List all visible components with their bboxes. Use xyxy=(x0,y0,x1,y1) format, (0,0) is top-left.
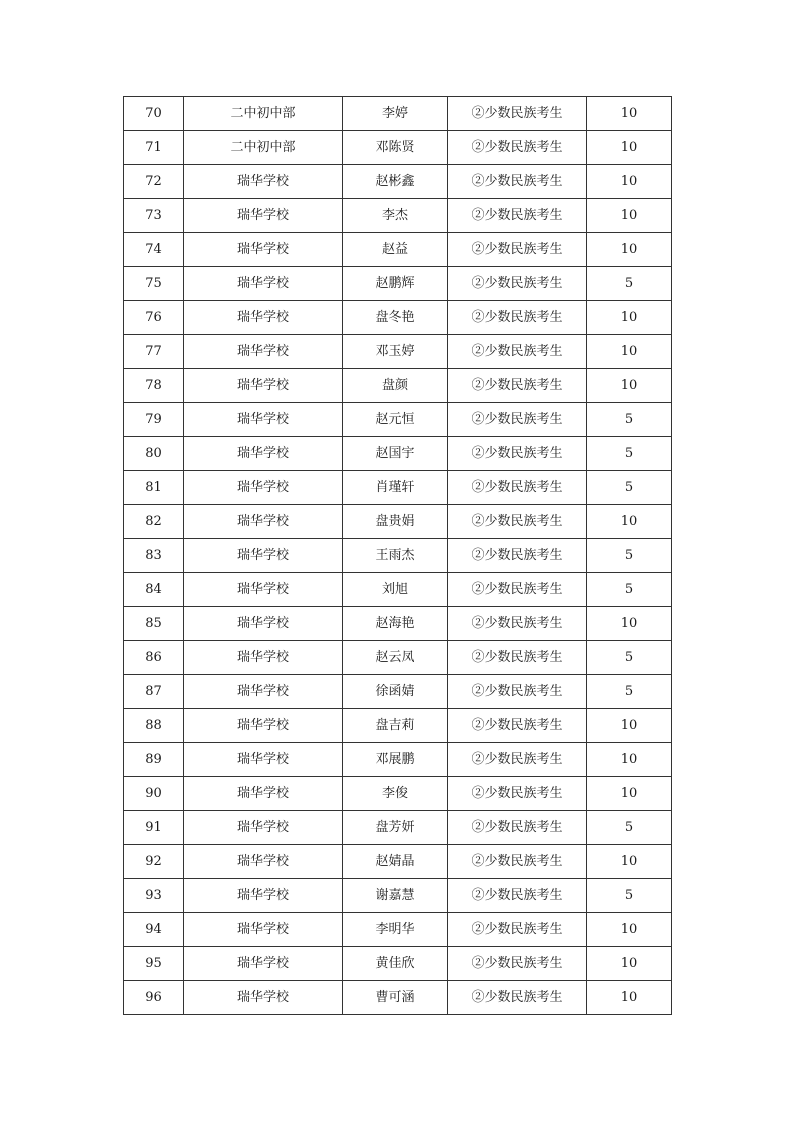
cell-name: 刘旭 xyxy=(343,573,448,607)
table-row xyxy=(124,403,672,437)
cell-name: 赵云凤 xyxy=(343,641,448,675)
cell-number: 90 xyxy=(124,777,184,811)
cell-school: 瑞华学校 xyxy=(184,301,343,335)
cell-score: 10 xyxy=(587,709,672,743)
cell-name: 赵海艳 xyxy=(343,607,448,641)
cell-name: 盘冬艳 xyxy=(343,301,448,335)
cell-score: 10 xyxy=(587,233,672,267)
cell-score: 5 xyxy=(587,471,672,505)
cell-score: 10 xyxy=(587,845,672,879)
cell-name: 谢嘉慧 xyxy=(343,879,448,913)
cell-score: 10 xyxy=(587,743,672,777)
cell-number: 81 xyxy=(124,471,184,505)
table-row xyxy=(124,335,672,369)
cell-number: 93 xyxy=(124,879,184,913)
cell-number: 75 xyxy=(124,267,184,301)
cell-score: 10 xyxy=(587,369,672,403)
cell-name: 徐函婧 xyxy=(343,675,448,709)
cell-category: ②少数民族考生 xyxy=(448,539,587,573)
cell-name: 李俊 xyxy=(343,777,448,811)
cell-school: 瑞华学校 xyxy=(184,709,343,743)
cell-school: 瑞华学校 xyxy=(184,913,343,947)
cell-category: ②少数民族考生 xyxy=(448,267,587,301)
cell-name: 黄佳欣 xyxy=(343,947,448,981)
cell-number: 91 xyxy=(124,811,184,845)
cell-score: 10 xyxy=(587,981,672,1015)
table-row xyxy=(124,233,672,267)
cell-name: 盘颜 xyxy=(343,369,448,403)
cell-number: 85 xyxy=(124,607,184,641)
table-row xyxy=(124,369,672,403)
cell-number: 87 xyxy=(124,675,184,709)
cell-school: 瑞华学校 xyxy=(184,369,343,403)
cell-school: 瑞华学校 xyxy=(184,607,343,641)
cell-number: 76 xyxy=(124,301,184,335)
cell-category: ②少数民族考生 xyxy=(448,947,587,981)
cell-name: 李明华 xyxy=(343,913,448,947)
cell-score: 5 xyxy=(587,403,672,437)
cell-score: 5 xyxy=(587,539,672,573)
table-row xyxy=(124,131,672,165)
table-row xyxy=(124,675,672,709)
cell-category: ②少数民族考生 xyxy=(448,743,587,777)
table-row xyxy=(124,573,672,607)
table-row xyxy=(124,607,672,641)
cell-school: 瑞华学校 xyxy=(184,505,343,539)
table-body xyxy=(124,97,672,1015)
cell-school: 瑞华学校 xyxy=(184,811,343,845)
cell-category: ②少数民族考生 xyxy=(448,505,587,539)
cell-category: ②少数民族考生 xyxy=(448,709,587,743)
cell-score: 10 xyxy=(587,947,672,981)
cell-category: ②少数民族考生 xyxy=(448,607,587,641)
cell-school: 瑞华学校 xyxy=(184,981,343,1015)
cell-number: 78 xyxy=(124,369,184,403)
cell-name: 赵鹏辉 xyxy=(343,267,448,301)
cell-score: 10 xyxy=(587,335,672,369)
cell-category: ②少数民族考生 xyxy=(448,403,587,437)
table-row xyxy=(124,811,672,845)
cell-category: ②少数民族考生 xyxy=(448,165,587,199)
cell-school: 瑞华学校 xyxy=(184,165,343,199)
table-row xyxy=(124,199,672,233)
cell-score: 10 xyxy=(587,131,672,165)
cell-category: ②少数民族考生 xyxy=(448,369,587,403)
table-row xyxy=(124,913,672,947)
table-row xyxy=(124,471,672,505)
cell-number: 92 xyxy=(124,845,184,879)
cell-score: 10 xyxy=(587,913,672,947)
cell-school: 瑞华学校 xyxy=(184,267,343,301)
table-row xyxy=(124,301,672,335)
cell-number: 83 xyxy=(124,539,184,573)
cell-name: 盘贵娟 xyxy=(343,505,448,539)
cell-school: 瑞华学校 xyxy=(184,641,343,675)
table-row xyxy=(124,981,672,1015)
cell-category: ②少数民族考生 xyxy=(448,131,587,165)
table-row xyxy=(124,267,672,301)
cell-category: ②少数民族考生 xyxy=(448,913,587,947)
cell-number: 72 xyxy=(124,165,184,199)
cell-score: 5 xyxy=(587,573,672,607)
cell-score: 10 xyxy=(587,777,672,811)
cell-name: 曹可涵 xyxy=(343,981,448,1015)
table-row xyxy=(124,879,672,913)
table-row xyxy=(124,777,672,811)
cell-score: 10 xyxy=(587,199,672,233)
cell-school: 瑞华学校 xyxy=(184,233,343,267)
cell-score: 5 xyxy=(587,811,672,845)
table-row xyxy=(124,165,672,199)
table-row xyxy=(124,947,672,981)
cell-category: ②少数民族考生 xyxy=(448,981,587,1015)
cell-score: 5 xyxy=(587,879,672,913)
candidate-table xyxy=(123,96,672,1015)
cell-category: ②少数民族考生 xyxy=(448,675,587,709)
cell-school: 瑞华学校 xyxy=(184,675,343,709)
cell-score: 10 xyxy=(587,301,672,335)
cell-number: 80 xyxy=(124,437,184,471)
cell-number: 95 xyxy=(124,947,184,981)
cell-school: 瑞华学校 xyxy=(184,335,343,369)
cell-score: 10 xyxy=(587,97,672,131)
cell-school: 瑞华学校 xyxy=(184,573,343,607)
cell-number: 88 xyxy=(124,709,184,743)
cell-name: 赵婧晶 xyxy=(343,845,448,879)
cell-category: ②少数民族考生 xyxy=(448,301,587,335)
cell-score: 5 xyxy=(587,437,672,471)
cell-category: ②少数民族考生 xyxy=(448,811,587,845)
cell-score: 10 xyxy=(587,505,672,539)
table-row xyxy=(124,845,672,879)
cell-number: 79 xyxy=(124,403,184,437)
table-row xyxy=(124,709,672,743)
cell-category: ②少数民族考生 xyxy=(448,471,587,505)
cell-category: ②少数民族考生 xyxy=(448,97,587,131)
cell-score: 5 xyxy=(587,267,672,301)
cell-score: 10 xyxy=(587,165,672,199)
cell-school: 瑞华学校 xyxy=(184,947,343,981)
cell-school: 二中初中部 xyxy=(184,97,343,131)
table-row xyxy=(124,743,672,777)
cell-category: ②少数民族考生 xyxy=(448,845,587,879)
cell-name: 赵益 xyxy=(343,233,448,267)
cell-category: ②少数民族考生 xyxy=(448,573,587,607)
table-row xyxy=(124,641,672,675)
cell-name: 邓陈贤 xyxy=(343,131,448,165)
cell-school: 二中初中部 xyxy=(184,131,343,165)
cell-school: 瑞华学校 xyxy=(184,777,343,811)
table-row xyxy=(124,539,672,573)
cell-category: ②少数民族考生 xyxy=(448,199,587,233)
cell-number: 86 xyxy=(124,641,184,675)
cell-number: 74 xyxy=(124,233,184,267)
cell-school: 瑞华学校 xyxy=(184,743,343,777)
cell-school: 瑞华学校 xyxy=(184,199,343,233)
cell-number: 82 xyxy=(124,505,184,539)
cell-name: 盘吉莉 xyxy=(343,709,448,743)
cell-school: 瑞华学校 xyxy=(184,403,343,437)
cell-category: ②少数民族考生 xyxy=(448,879,587,913)
cell-number: 89 xyxy=(124,743,184,777)
cell-number: 73 xyxy=(124,199,184,233)
cell-category: ②少数民族考生 xyxy=(448,437,587,471)
cell-name: 邓展鹏 xyxy=(343,743,448,777)
cell-school: 瑞华学校 xyxy=(184,539,343,573)
cell-category: ②少数民族考生 xyxy=(448,335,587,369)
cell-name: 赵国宇 xyxy=(343,437,448,471)
cell-name: 邓玉婷 xyxy=(343,335,448,369)
cell-name: 盘芳妍 xyxy=(343,811,448,845)
cell-school: 瑞华学校 xyxy=(184,437,343,471)
cell-name: 赵彬鑫 xyxy=(343,165,448,199)
cell-school: 瑞华学校 xyxy=(184,879,343,913)
table-row xyxy=(124,97,672,131)
cell-number: 70 xyxy=(124,97,184,131)
cell-name: 李杰 xyxy=(343,199,448,233)
cell-name: 肖瑾轩 xyxy=(343,471,448,505)
cell-number: 71 xyxy=(124,131,184,165)
cell-number: 96 xyxy=(124,981,184,1015)
cell-name: 李婷 xyxy=(343,97,448,131)
cell-school: 瑞华学校 xyxy=(184,845,343,879)
cell-name: 王雨杰 xyxy=(343,539,448,573)
cell-score: 5 xyxy=(587,641,672,675)
cell-category: ②少数民族考生 xyxy=(448,777,587,811)
cell-number: 84 xyxy=(124,573,184,607)
cell-name: 赵元恒 xyxy=(343,403,448,437)
table-row xyxy=(124,505,672,539)
cell-category: ②少数民族考生 xyxy=(448,233,587,267)
cell-number: 77 xyxy=(124,335,184,369)
cell-category: ②少数民族考生 xyxy=(448,641,587,675)
cell-number: 94 xyxy=(124,913,184,947)
cell-score: 5 xyxy=(587,675,672,709)
table-row xyxy=(124,437,672,471)
cell-school: 瑞华学校 xyxy=(184,471,343,505)
cell-score: 10 xyxy=(587,607,672,641)
